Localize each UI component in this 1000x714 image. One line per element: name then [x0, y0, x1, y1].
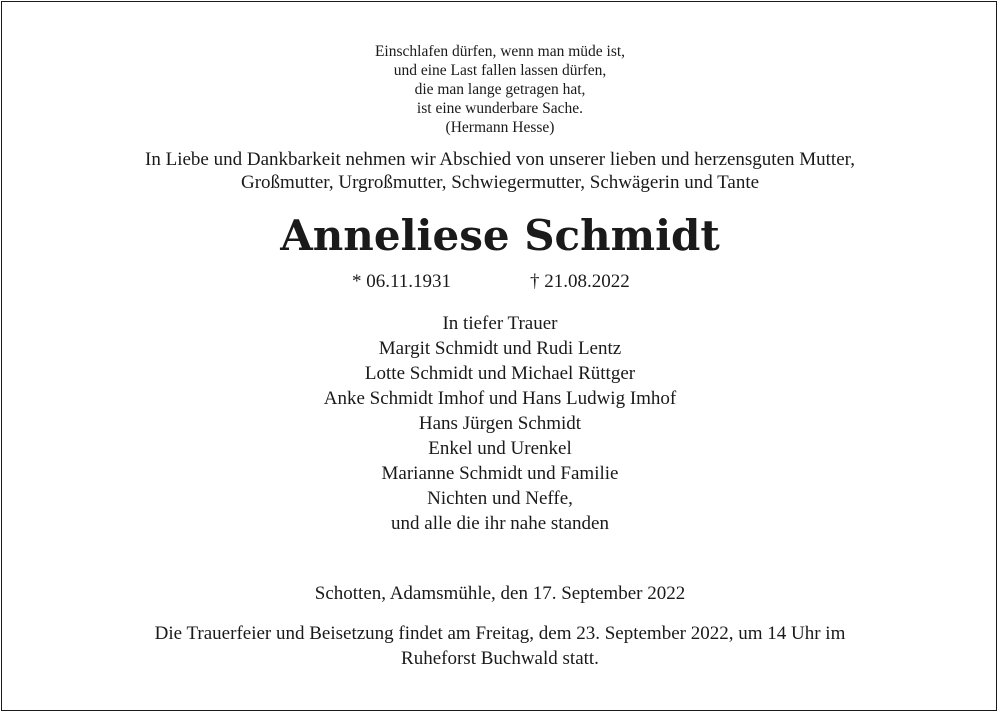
mourner-line: Anke Schmidt Imhof und Hans Ludwig Imhof [323, 388, 677, 409]
death-date: † 21.08.2022 [530, 271, 630, 292]
intro-line: Großmutter, Urgroßmutter, Schwiegermutter, Schwägerin und Tante [240, 172, 760, 193]
quote-line: Einschlafen dürfen, wenn man müde ist, [374, 43, 626, 60]
quote-line: ist eine wunderbare Sache. [416, 100, 584, 117]
quote-line: die man lange getragen hat, [414, 81, 586, 98]
ceremony-line: Die Trauerfeier und Beisetzung findet am Freitag, dem 23. September 2022, um 14 Uhr im [154, 623, 846, 644]
mourner-line: Nichten und Neffe, [427, 488, 573, 509]
mourner-line: Enkel und Urenkel [428, 438, 572, 459]
birth-date: * 06.11.1931 [352, 271, 452, 292]
mourner-line: Lotte Schmidt und Michael Rüttger [364, 363, 636, 384]
quote-line: und eine Last fallen lassen dürfen, [393, 62, 607, 79]
place-date: Schotten, Adamsmühle, den 17. September 2022 [314, 583, 686, 604]
mourner-line: Hans Jürgen Schmidt [418, 413, 582, 434]
deceased-name: Anneliese Schmidt [280, 211, 720, 260]
quote-author: (Hermann Hesse) [445, 119, 555, 136]
mourner-line: und alle die ihr nahe standen [391, 513, 609, 534]
mourner-line: In tiefer Trauer [442, 313, 558, 334]
intro-line: In Liebe und Dankbarkeit nehmen wir Abschied von unserer lieben und herzensguten Mutter, [145, 149, 855, 170]
mourner-line: Margit Schmidt und Rudi Lentz [378, 338, 622, 359]
mourner-line: Marianne Schmidt und Familie [381, 463, 619, 484]
ceremony-line: Ruheforst Buchwald statt. [401, 648, 599, 669]
